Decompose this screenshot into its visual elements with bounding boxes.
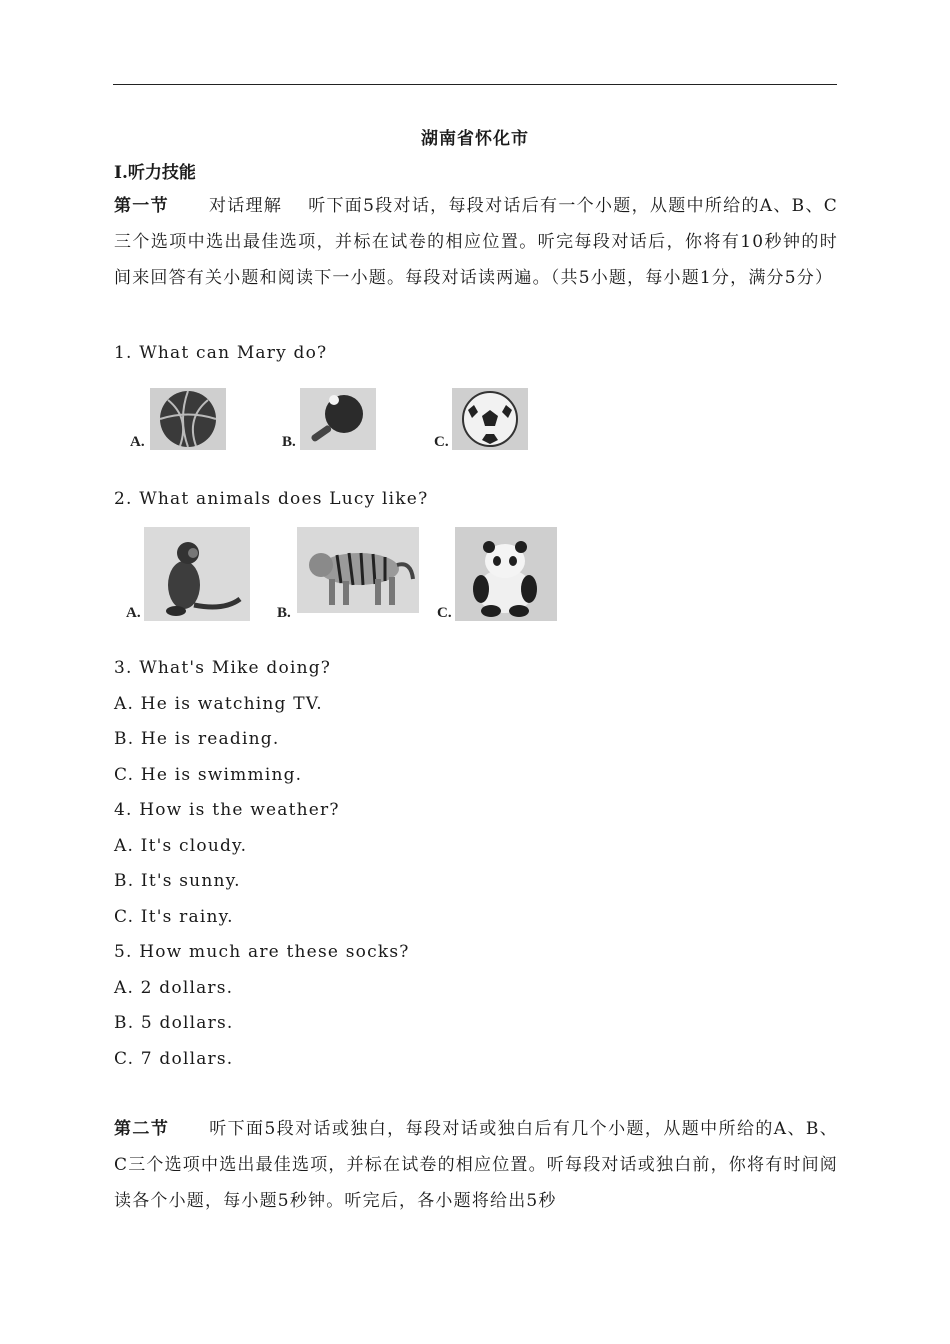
q5-option-a[interactable]: A. 2 dollars. [114, 978, 234, 998]
q2-option-b-label: B. [277, 605, 291, 621]
q1-option-c[interactable] [434, 388, 534, 452]
panda-icon [455, 527, 557, 621]
basketball-icon [150, 388, 226, 450]
q4-option-b[interactable]: B. It's sunny. [114, 871, 241, 891]
question-4: 4. How is the weather? [114, 800, 340, 820]
q2-option-b[interactable] [277, 527, 422, 623]
header-rule [113, 84, 837, 85]
q1-option-a-label: A. [130, 434, 145, 450]
ping-pong-paddle-icon [300, 388, 376, 450]
monkey-icon [144, 527, 250, 621]
soccer-ball-icon [452, 388, 528, 450]
tiger-icon [297, 527, 419, 613]
q4-option-a[interactable]: A. It's cloudy. [114, 836, 248, 856]
q1-option-b-label: B. [282, 434, 296, 450]
q2-option-a[interactable] [126, 527, 256, 623]
section1-label: 第一节 [114, 196, 169, 216]
page-title: 湖南省怀化市 [421, 129, 529, 149]
question-5: 5. How much are these socks? [114, 942, 410, 962]
q1-option-c-label: C. [434, 434, 449, 450]
q5-option-c[interactable]: C. 7 dollars. [114, 1049, 234, 1069]
q2-option-a-label: A. [126, 605, 141, 621]
section1-name: 对话理解 [208, 196, 283, 216]
section2-instructions [114, 1111, 838, 1219]
q3-option-b[interactable]: B. He is reading. [114, 729, 280, 749]
question-1: 1. What can Mary do? [114, 343, 328, 363]
question-3: 3. What's Mike doing? [114, 658, 332, 678]
q3-option-a[interactable]: A. He is watching TV. [114, 694, 323, 714]
q2-option-c-label: C. [437, 605, 452, 621]
section2-label: 第二节 [114, 1119, 170, 1139]
q1-option-b[interactable] [282, 388, 382, 452]
q1-option-a[interactable] [130, 388, 230, 452]
section2-text: 听下面5段对话或独白，每段对话或独白后有几个小题，从题中所给的A、B、C三个选项中选出最佳选项，并标在试卷的相应位置。听每段对话或独白前，你将有时间阅读各个小题，每小题5秒钟。听完后，各小题将给出5秒 [114, 1119, 839, 1211]
section1-text: 听下面5段对话，每段对话后有一个小题，从题中所给的A、B、C三个选项中选出最佳选项，并标在试卷的相应位置。听完每段对话后，你将有10秒钟的时间来回答有关小题和阅读下一小题。每段对话读两遍。（共5小题，每小题1分，满分5分） [114, 196, 838, 288]
q5-option-b[interactable]: B. 5 dollars. [114, 1013, 234, 1033]
q3-option-c[interactable]: C. He is swimming. [114, 765, 303, 785]
q2-option-c[interactable] [437, 527, 562, 623]
question-2: 2. What animals does Lucy like? [114, 489, 429, 509]
section1-instructions [114, 188, 838, 296]
part-heading: I.听力技能 [114, 163, 196, 183]
q4-option-c[interactable]: C. It's rainy. [114, 907, 234, 927]
